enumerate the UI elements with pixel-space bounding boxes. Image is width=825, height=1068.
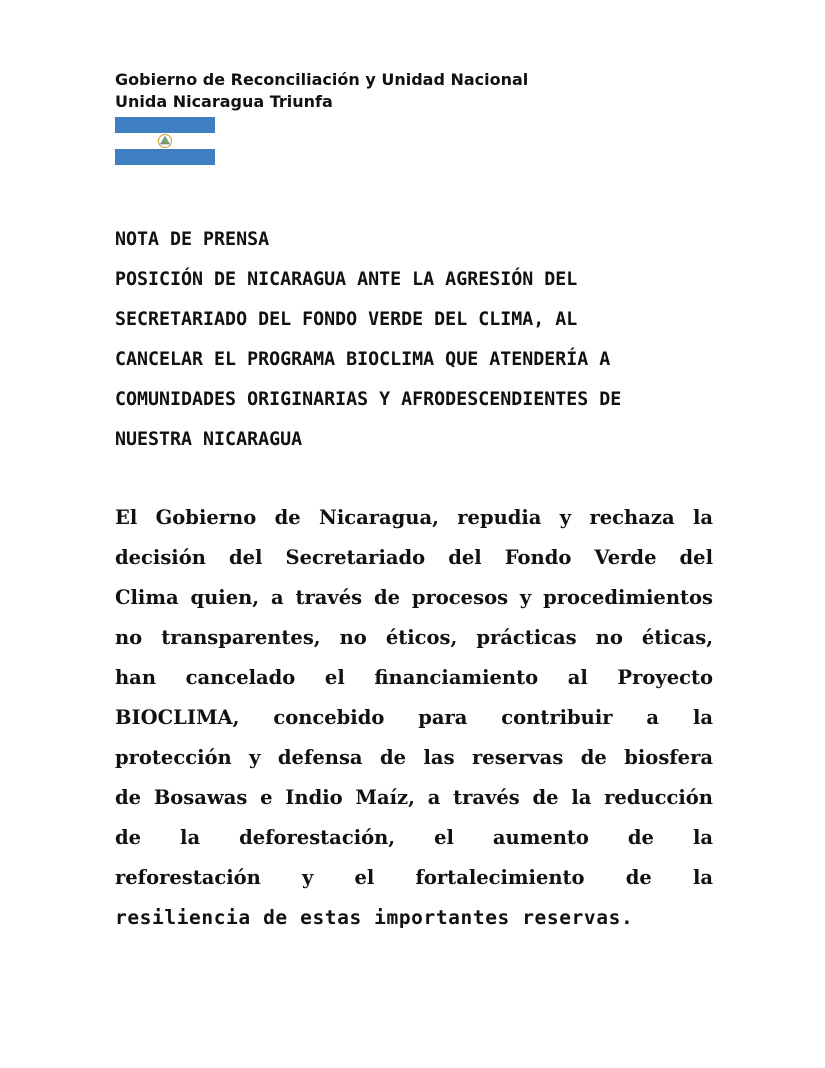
body-line: reforestación y el fortalecimiento de la	[115, 866, 713, 889]
press-release-body	[115, 498, 713, 938]
body-line: de la deforestación, el aumento de la	[115, 826, 713, 849]
body-line: Clima quien, a través de procesos y procedimientos	[115, 586, 713, 609]
government-name: Gobierno de Reconciliación y Unidad Nacional	[115, 70, 529, 89]
body-line: de Bosawas e Indio Maíz, a través de la reducción	[115, 786, 713, 809]
coat-of-arms-icon	[157, 133, 173, 149]
title-line: POSICIÓN DE NICARAGUA ANTE LA AGRESIÓN DEL	[115, 269, 578, 290]
body-line: han cancelado el financiamiento al Proyecto	[115, 666, 713, 689]
title-line: NOTA DE PRENSA	[115, 229, 270, 250]
body-line: El Gobierno de Nicaragua, repudia y rechaza la	[115, 506, 713, 529]
nicaragua-flag	[115, 117, 215, 165]
body-line: BIOCLIMA, concebido para contribuir a la	[115, 706, 713, 729]
flag-top-stripe	[115, 117, 215, 133]
title-line: SECRETARIADO DEL FONDO VERDE DEL CLIMA, AL	[115, 309, 578, 330]
body-line: no transparentes, no éticos, prácticas no éticas,	[115, 626, 713, 649]
press-release-title	[115, 220, 715, 460]
body-line: decisión del Secretariado del Fondo Verde del	[115, 546, 713, 569]
title-line: NUESTRA NICARAGUA	[115, 429, 303, 450]
government-slogan: Unida Nicaragua Triunfa	[115, 92, 333, 111]
body-line: protección y defensa de las reservas de biosfera	[115, 746, 713, 769]
title-line: COMUNIDADES ORIGINARIAS Y AFRODESCENDIENTES DE	[115, 389, 622, 410]
body-line: resiliencia de estas importantes reservas.	[115, 906, 634, 929]
title-line: CANCELAR EL PROGRAMA BIOCLIMA QUE ATENDERÍA A	[115, 349, 611, 370]
flag-bottom-stripe	[115, 149, 215, 165]
